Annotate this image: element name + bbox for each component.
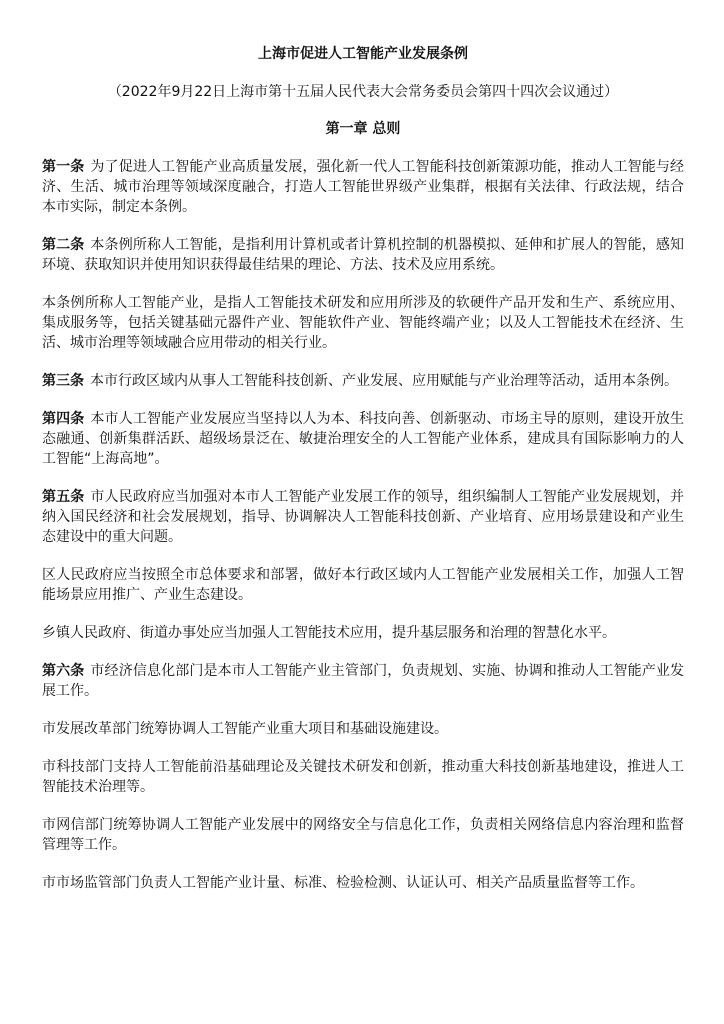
article-paragraph [42, 565, 684, 605]
article-paragraph [42, 293, 684, 353]
article-label: 第五条 [42, 489, 85, 505]
article-text: 市发展改革部门统筹协调人工智能产业重大项目和基础设施建设。 [42, 721, 448, 737]
article-list [42, 157, 684, 893]
document-subtitle: （2022年9月22日上海市第十五届人民代表大会常务委员会第四十四次会议通过） [107, 84, 619, 100]
article-label: 第四条 [42, 411, 85, 427]
article-paragraph [42, 661, 684, 701]
article-text: 区人民政府应当按照全市总体要求和部署，做好本行政区域内人工智能产业发展相关工作，加强人工智能场景应用推广、产业生态建设。 [42, 567, 684, 603]
article-paragraph [42, 371, 684, 391]
article-paragraph [42, 409, 684, 469]
article-paragraph [42, 623, 684, 643]
article-paragraph [42, 757, 684, 797]
article-paragraph [42, 719, 684, 739]
article-text: 本条例所称人工智能产业，是指人工智能技术研发和应用所涉及的软硬件产品开发和生产、系统应用、集成服务等，包括关键基础元器件产业、智能软件产业、智能终端产业；以及人工智能技术在经济、生活、城市治理等领域融合应用带动的相关行业。 [42, 295, 684, 351]
article-text: 为了促进人工智能产业高质量发展，强化新一代人工智能科技创新策源功能，推动人工智能与经济、生活、城市治理等领域深度融合，打造人工智能世界级产业集群，根据有关法律、行政法规，结合本市实际，制定本条例。 [42, 159, 685, 215]
article-label: 第二条 [42, 237, 85, 253]
article-paragraph [42, 873, 684, 893]
article-text: 乡镇人民政府、街道办事处应当加强人工智能技术应用，提升基层服务和治理的智慧化水平。 [42, 625, 616, 641]
article-paragraph [42, 815, 684, 855]
article-label: 第六条 [42, 663, 85, 679]
article-text: 本市人工智能产业发展应当坚持以人为本、科技向善、创新驱动、市场主导的原则，建设开放生态融通、创新集群活跃、超级场景泛在、敏捷治理安全的人工智能产业体系，建成具有国际影响力的人工智能“上海高地”。 [42, 411, 685, 467]
article-text: 市网信部门统筹协调人工智能产业发展中的网络安全与信息化工作，负责相关网络信息内容治理和监督管理等工作。 [42, 817, 684, 853]
document-title: 上海市促进人工智能产业发展条例 [258, 46, 468, 62]
article-text: 本市行政区域内从事人工智能科技创新、产业发展、应用赋能与产业治理等活动，适用本条例。 [90, 373, 678, 389]
article-text: 本条例所称人工智能，是指利用计算机或者计算机控制的机器模拟、延伸和扩展人的智能，感知环境、获取知识并使用知识获得最佳结果的理论、方法、技术及应用系统。 [42, 237, 685, 273]
article-label: 第三条 [42, 373, 84, 389]
article-text: 市市场监管部门负责人工智能产业计量、标准、检验检测、认证认可、相关产品质量监督等工作。 [42, 875, 644, 891]
article-text: 市经济信息化部门是本市人工智能产业主管部门，负责规划、实施、协调和推动人工智能产业发展工作。 [42, 663, 685, 699]
article-paragraph [42, 487, 684, 547]
chapter-title: 第一章 总则 [325, 121, 401, 137]
article-text: 市人民政府应当加强对本市人工智能产业发展工作的领导，组织编制人工智能产业发展规划，并纳入国民经济和社会发展规划，指导、协调解决人工智能科技创新、产业培育、应用场景建设和产业生态建设中的重大问题。 [42, 489, 685, 545]
article-text: 市科技部门支持人工智能前沿基础理论及关键技术研发和创新，推动重大科技创新基地建设，推进人工智能技术治理等。 [42, 759, 684, 795]
article-paragraph [42, 235, 684, 275]
article-label: 第一条 [42, 159, 85, 175]
article-paragraph [42, 157, 684, 217]
